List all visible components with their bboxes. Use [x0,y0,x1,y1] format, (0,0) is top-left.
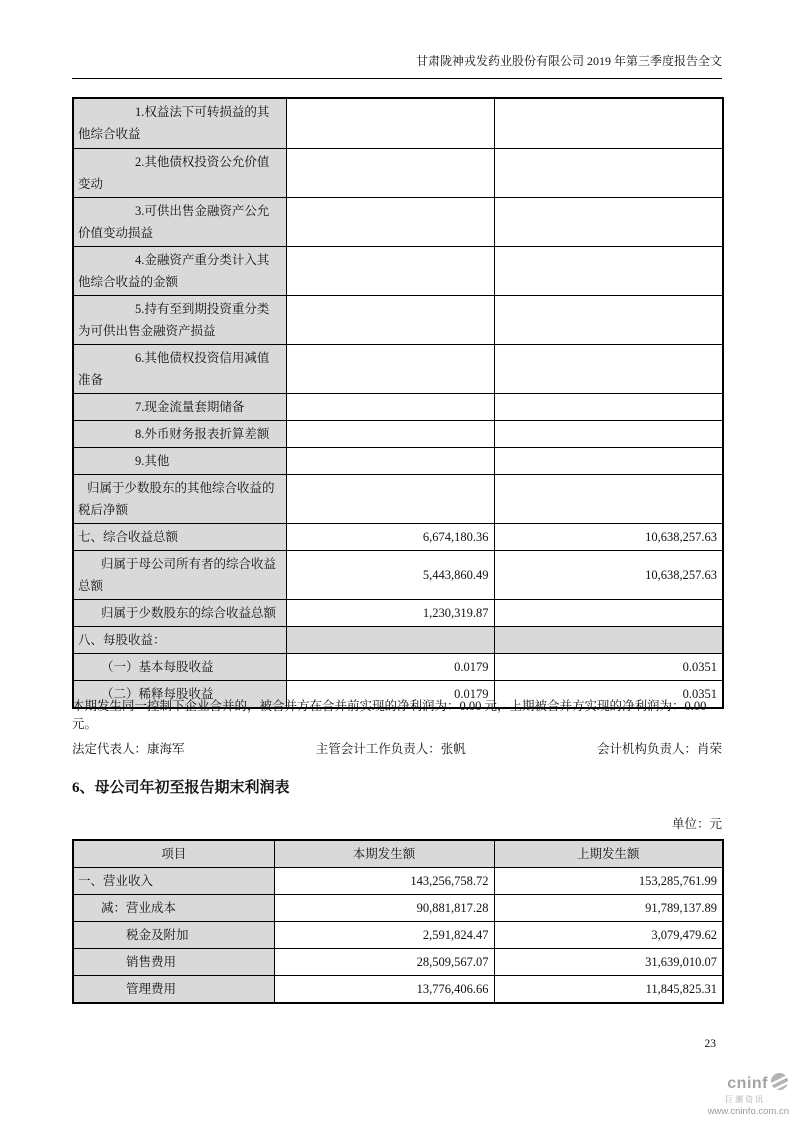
column-header-prior: 上期发生额 [494,840,723,868]
table-row [73,550,723,599]
prior-period-cell: 31,639,010.07 [494,949,723,976]
table-row [73,148,723,197]
row-label-cell: 5.持有至到期投资重分类为可供出售金融资产损益 [73,295,286,344]
cninfo-swirl-icon [770,1072,789,1096]
row-label-cell: 6.其他债权投资信用减值准备 [73,344,286,393]
cninfo-logo [669,1072,789,1117]
current-period-cell: 90,881,817.28 [274,895,494,922]
row-label-cell: 7.现金流量套期储备 [73,393,286,420]
accounting-department-head-label: 会计机构负责人：肖荣 [596,742,722,756]
current-period-cell: 2,591,824.47 [274,922,494,949]
table-row [73,653,723,680]
prior-period-cell: 10,638,257.63 [494,550,723,599]
prior-period-cell: 10,638,257.63 [494,523,723,550]
current-period-cell [286,344,494,393]
table-row [73,447,723,474]
prior-period-cell [494,420,723,447]
cninfo-logo-url: www.cninfo.com.cn [707,1106,789,1117]
prior-period-cell [494,474,723,523]
row-label-cell: 1.权益法下可转损益的其他综合收益 [73,98,286,148]
column-header-current: 本期发生额 [274,840,494,868]
prior-period-cell [494,393,723,420]
table-row [73,626,723,653]
row-label-cell: 七、综合收益总额 [73,523,286,550]
signature-line [72,739,722,757]
row-label-cell: 2.其他债权投资公允价值变动 [73,148,286,197]
prior-period-cell: 0.0351 [494,653,723,680]
table-row [73,344,723,393]
row-label-cell: 归属于少数股东的综合收益总额 [73,599,286,626]
row-label-cell: 归属于母公司所有者的综合收益总额 [73,550,286,599]
prior-period-cell [494,98,723,148]
table-row [73,98,723,148]
row-label-cell: 销售费用 [73,949,274,976]
prior-period-cell [494,148,723,197]
current-period-cell [286,420,494,447]
prior-period-cell [494,599,723,626]
table-row [73,976,723,1004]
prior-period-cell [494,447,723,474]
table-row [73,523,723,550]
table-row [73,868,723,895]
comprehensive-income-table [72,97,724,709]
current-period-cell [286,474,494,523]
current-period-cell: 0.0179 [286,653,494,680]
row-label-cell: 管理费用 [73,976,274,1004]
table-row [73,474,723,523]
current-period-cell [286,626,494,653]
cninfo-logo-text: cninf [727,1075,768,1092]
current-period-cell: 1,230,319.87 [286,599,494,626]
page-number: 23 [704,1038,716,1050]
prior-period-cell [494,197,723,246]
current-period-cell [286,447,494,474]
table-row [73,420,723,447]
unit-label: 单位：元 [671,817,722,831]
prior-period-cell [494,295,723,344]
page-header-title: 甘肃陇神戎发药业股份有限公司 2019 年第三季度报告全文 [72,52,722,79]
chief-accountant-label: 主管会计工作负责人：张帆 [315,742,466,756]
row-label-cell: 八、每股收益： [73,626,286,653]
current-period-cell: 13,776,406.66 [274,976,494,1004]
row-label-cell: 一、营业收入 [73,868,274,895]
current-period-cell [286,393,494,420]
current-period-cell [286,98,494,148]
table-row [73,922,723,949]
column-header-item: 项目 [73,840,274,868]
current-period-cell: 28,509,567.07 [274,949,494,976]
current-period-cell: 5,443,860.49 [286,550,494,599]
cninfo-logo-subtitle: 巨潮资讯 [725,1095,765,1104]
current-period-cell: 6,674,180.36 [286,523,494,550]
income-statement-table [72,839,724,1004]
prior-period-cell: 11,845,825.31 [494,976,723,1004]
row-label-cell: 税金及附加 [73,922,274,949]
current-period-cell [286,246,494,295]
table-row [73,295,723,344]
row-label-cell: 4.金融资产重分类计入其他综合收益的金额 [73,246,286,295]
prior-period-cell: 3,079,479.62 [494,922,723,949]
prior-period-cell: 153,285,761.99 [494,868,723,895]
table-row [73,895,723,922]
table-row [73,393,723,420]
row-label-cell: （二）稀释每股收益 [73,680,286,708]
row-label-cell: 减：营业成本 [73,895,274,922]
current-period-cell [286,197,494,246]
prior-period-cell [494,246,723,295]
row-label-cell: （一）基本每股收益 [73,653,286,680]
table-row [73,599,723,626]
merger-note: 本期发生同一控制下企业合并的，被合并方在合并前实现的净利润为：0.00 元，上期被合并方实现的净利润为：0.00 元。 [72,699,707,731]
current-period-cell: 0.0179 [286,680,494,708]
row-label-cell: 8.外币财务报表折算差额 [73,420,286,447]
table-row [73,246,723,295]
section-title: 6、母公司年初至报告期末利润表 [72,780,290,796]
prior-period-cell [494,626,723,653]
prior-period-cell: 0.0351 [494,680,723,708]
legal-representative-label: 法定代表人：康海军 [72,742,185,756]
current-period-cell [286,295,494,344]
current-period-cell: 143,256,758.72 [274,868,494,895]
prior-period-cell: 91,789,137.89 [494,895,723,922]
table-header-row [73,840,723,868]
row-label-cell: 3.可供出售金融资产公允价值变动损益 [73,197,286,246]
table-row [73,197,723,246]
row-label-cell: 9.其他 [73,447,286,474]
table-row [73,949,723,976]
current-period-cell [286,148,494,197]
prior-period-cell [494,344,723,393]
row-label-cell: 归属于少数股东的其他综合收益的税后净额 [73,474,286,523]
